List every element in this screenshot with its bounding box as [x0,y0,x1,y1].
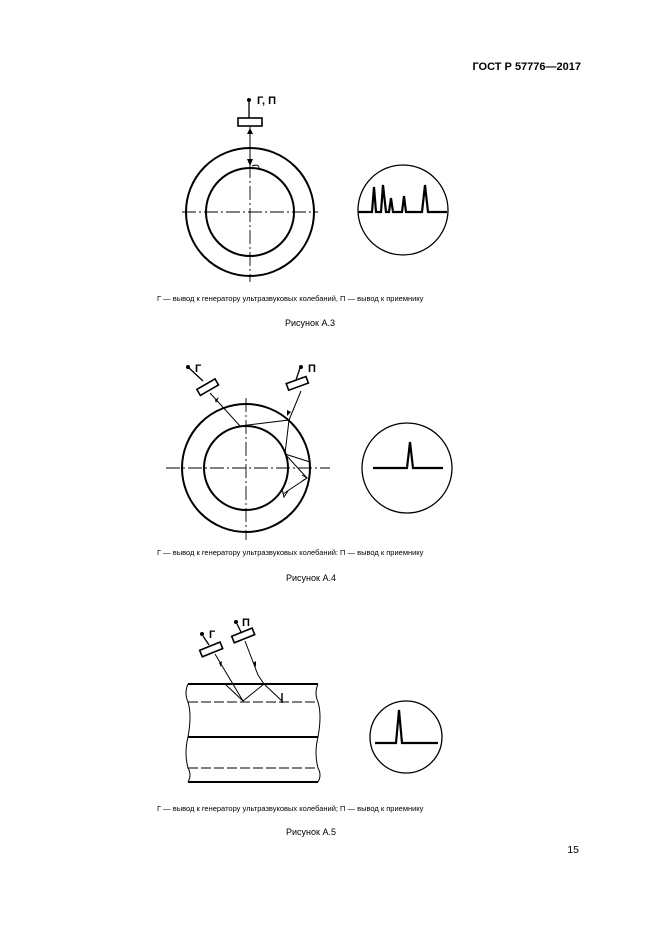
figure-a5-title: Рисунок А.5 [286,827,336,837]
figure-a4-caption: Г — вывод к генератору ультразвуковых колебаний: П — вывод к приемнику [157,548,424,557]
figure-a3-caption: Г — вывод к генератору ультразвуковых колебаний, П — вывод к приемнику [157,294,424,303]
standard-code: ГОСТ Р 57776—2017 [472,61,581,73]
label-gp: Г, П [257,95,277,107]
label-g-a4: Г [195,363,202,375]
figure-a4-title: Рисунок А.4 [286,573,336,583]
oscilloscope-screen-a4 [362,423,452,513]
oscilloscope-screen-a5 [370,701,442,773]
figure-a3-diagram [0,0,661,290]
beam-path-a5 [215,641,282,703]
plate-section [186,684,320,782]
ring-section-a4 [166,398,330,540]
oscilloscope-screen-a3 [358,165,448,255]
figure-a4-diagram [0,350,661,550]
transducer-g [186,365,219,395]
label-p-a5: П [242,617,250,629]
label-g-a5: Г [209,629,216,641]
transducer-p [286,365,308,390]
page-number: 15 [567,844,579,856]
figure-a5-diagram [0,605,661,805]
label-p-a4: П [308,363,316,375]
figure-a5-caption: Г — вывод к генератору ультразвуковых колебаний; П — вывод к приемнику [157,804,424,813]
figure-a3-title: Рисунок А.3 [285,318,335,328]
